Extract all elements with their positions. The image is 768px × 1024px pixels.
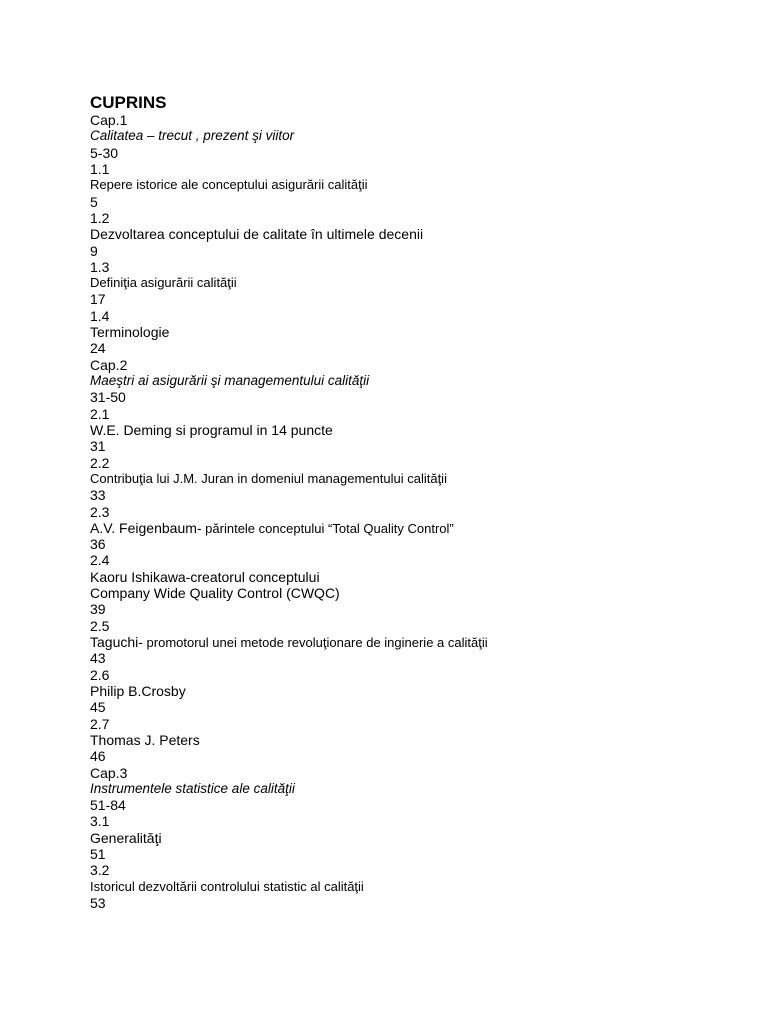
section-title: Kaoru Ishikawa-creatorul conceptului [90,568,320,585]
section-title: Philip B.Crosby [90,682,186,699]
chapter-1-pages: 5-30 [90,144,119,161]
section-page: 9 [90,242,98,259]
section-title: Istoricul dezvoltării controlului statistic al calităţii [90,878,364,894]
section-number: 2.1 [90,405,110,422]
section-number: 2.6 [90,666,110,683]
section-page: 43 [90,650,106,667]
chapter-3-pages: 51-84 [90,797,126,814]
section-title: Contribuţia lui J.M. Juran in domeniul managementului calităţii [90,470,447,486]
section-page: 24 [90,340,106,357]
section-page: 46 [90,748,106,765]
section-title-head: Taguchi- [90,634,143,650]
section-number: 3.2 [90,862,110,879]
section-title: W.E. Deming si programul in 14 puncte [90,421,333,438]
section-number: 3.1 [90,813,110,830]
page-title: CUPRINS [90,93,167,112]
chapter-3-label: Cap.3 [90,764,128,781]
section-number: 2.4 [90,552,110,569]
section-title: Terminologie [90,324,170,341]
section-page: 36 [90,536,106,553]
chapter-2-title: Maeştri ai asigurării şi managementului calităţii [90,373,370,388]
section-title-head: A.V. Feigenbaum- [90,519,202,536]
section-number: 1.1 [90,160,110,177]
section-title: Thomas J. Peters [90,731,200,748]
section-title [90,520,740,536]
chapter-2-label: Cap.2 [90,356,128,373]
section-number: 1.2 [90,209,110,226]
section-number: 1.4 [90,307,110,324]
section-page: 33 [90,487,106,504]
section-title-tail: promotorul unei metode revoluţionare de inginerie a calităţii [142,635,488,650]
section-title [90,634,740,650]
table-of-contents [90,112,740,911]
section-title: Generalităţi [90,829,162,846]
section-page: 31 [90,438,106,455]
section-page: 5 [90,193,98,210]
chapter-1-title: Calitatea – trecut , prezent şi viitor [90,128,295,144]
section-page: 51 [90,846,106,863]
chapter-1-label: Cap.1 [90,112,128,128]
section-page: 17 [90,291,106,308]
section-title: Repere istorice ale conceptului asigurării calităţii [90,177,368,193]
section-title: Dezvoltarea conceptului de calitate în ultimele decenii [90,226,424,243]
section-title-tail: părintele conceptului “Total Quality Control” [201,520,454,536]
section-number: 1.3 [90,258,110,275]
section-number: 2.5 [90,617,110,634]
chapter-2-pages: 31-50 [90,389,126,406]
section-page: 53 [90,895,106,911]
section-title: Definiţia asigurării calităţii [90,275,237,291]
section-page: 39 [90,601,106,618]
section-number: 2.2 [90,454,110,471]
section-number: 2.3 [90,503,110,520]
section-title-continued: Company Wide Quality Control (CWQC) [90,585,340,602]
section-number: 2.7 [90,715,110,732]
chapter-3-title: Instrumentele statistice ale calităţii [90,780,295,796]
section-page: 45 [90,699,106,716]
